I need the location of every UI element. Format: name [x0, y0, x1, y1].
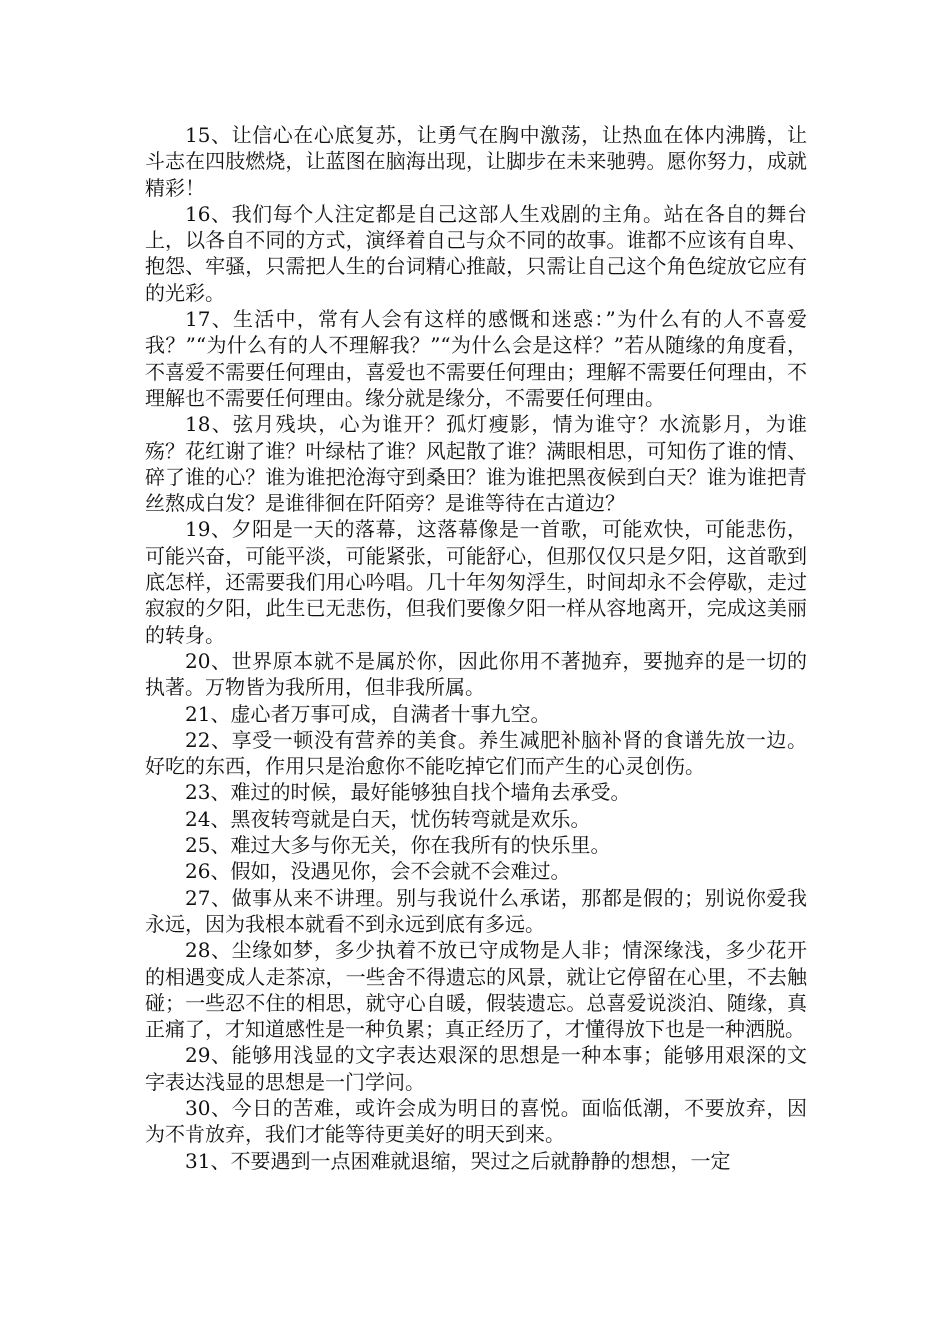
paragraph-16: 16、我们每个人注定都是自己这部人生戏剧的主角。站在各自的舞台上，以各自不同的方式，演绎着自己与众不同的故事。谁都不应该有自卑、抱怨、牢骚，只需把人生的台词精心推敲，只需让自己这个角色绽放它应有的光彩。 — [145, 201, 807, 305]
paragraph-21: 21、虚心者万事可成，自满者十事九空。 — [185, 701, 551, 726]
paragraph-24: 24、黑夜转弯就是白天，忧伤转弯就是欢乐。 — [185, 806, 591, 831]
paragraph-29: 29、能够用浅显的文字表达艰深的思想是一种本事；能够用艰深的文字表达浅显的思想是一门学问。 — [145, 1043, 807, 1094]
paragraph-15: 15、让信心在心底复苏，让勇气在胸中激荡，让热血在体内沸腾，让斗志在四肢燃烧，让蓝图在脑海出现，让脚步在未来驰骋。愿你努力，成就精彩！ — [145, 123, 807, 200]
paragraph-31: 31、不要遇到一点困难就退缩，哭过之后就静静的想想，一定 — [185, 1148, 731, 1173]
paragraph-22: 22、享受一顿没有营养的美食。养生减肥补脑补肾的食谱先放一边。好吃的东西，作用只是治愈你不能吃掉它们而产生的心灵创伤。 — [145, 727, 807, 779]
paragraph-25: 25、难过大多与你无关，你在我所有的快乐里。 — [185, 833, 611, 858]
paragraph-23: 23、难过的时候，最好能够独自找个墙角去承受。 — [185, 780, 631, 805]
paragraph-17: 17、生活中，常有人会有这样的感慨和迷惑：”为什么有的人不喜爱我？”“为什么有的人不理解我？”“为什么会是这样？”若从随缘的角度看，不喜爱不需要任何理由，喜爱也不需要任何理由；理解不需要任何理由，不理解也不需要任何理由。缘分就是缘分，不需要任何理由。 — [145, 307, 807, 410]
paragraph-27: 27、做事从来不讲理。别与我说什么承诺，那都是假的；别说你爱我永远，因为我根本就看不到永远到底有多远。 — [145, 885, 807, 936]
document-body — [145, 122, 807, 1174]
paragraph-18: 18、弦月残块，心为谁开？孤灯瘦影，情为谁守？水流影月，为谁殇？花红谢了谁？叶绿枯了谁？风起散了谁？满眼相思，可知伤了谁的情、碎了谁的心？谁为谁把沧海守到桑田？谁为谁把黑夜候到白天？谁为谁把青丝熬成白发？是谁徘徊在阡陌旁？是谁等待在古道边？ — [145, 412, 807, 516]
paragraph-26: 26、假如，没遇见你，会不会就不会难过。 — [185, 859, 571, 884]
paragraph-20: 20、世界原本就不是属於你，因此你用不著抛弃，要抛弃的是一切的执著。万物皆为我所用，但非我所属。 — [145, 648, 807, 700]
paragraph-19: 19、夕阳是一天的落幕，这落幕像是一首歌，可能欢快，可能悲伤，可能兴奋，可能平淡，可能紧张，可能舒心，但那仅仅只是夕阳，这首歌到底怎样，还需要我们用心吟唱。几十年匆匆浮生，时间却永不会停歇，走过寂寂的夕阳，此生已无悲伤，但我们要像夕阳一样从容地离开，完成这美丽的转身。 — [145, 517, 807, 647]
paragraph-28: 28、尘缘如梦，多少执着不放已守成物是人非；情深缘浅，多少花开的相遇变成人走茶凉，一些舍不得遗忘的风景，就让它停留在心里，不去触碰；一些忍不住的相思，就守心自暖，假装遗忘。总喜爱说淡泊、随缘，真正痛了，才知道感性是一种负累；真正经历了，才懂得放下也是一种洒脱。 — [145, 938, 807, 1042]
paragraph-30: 30、今日的苦难，或许会成为明日的喜悦。面临低潮，不要放弃，因为不肯放弃，我们才能等待更美好的明天到来。 — [145, 1095, 807, 1147]
